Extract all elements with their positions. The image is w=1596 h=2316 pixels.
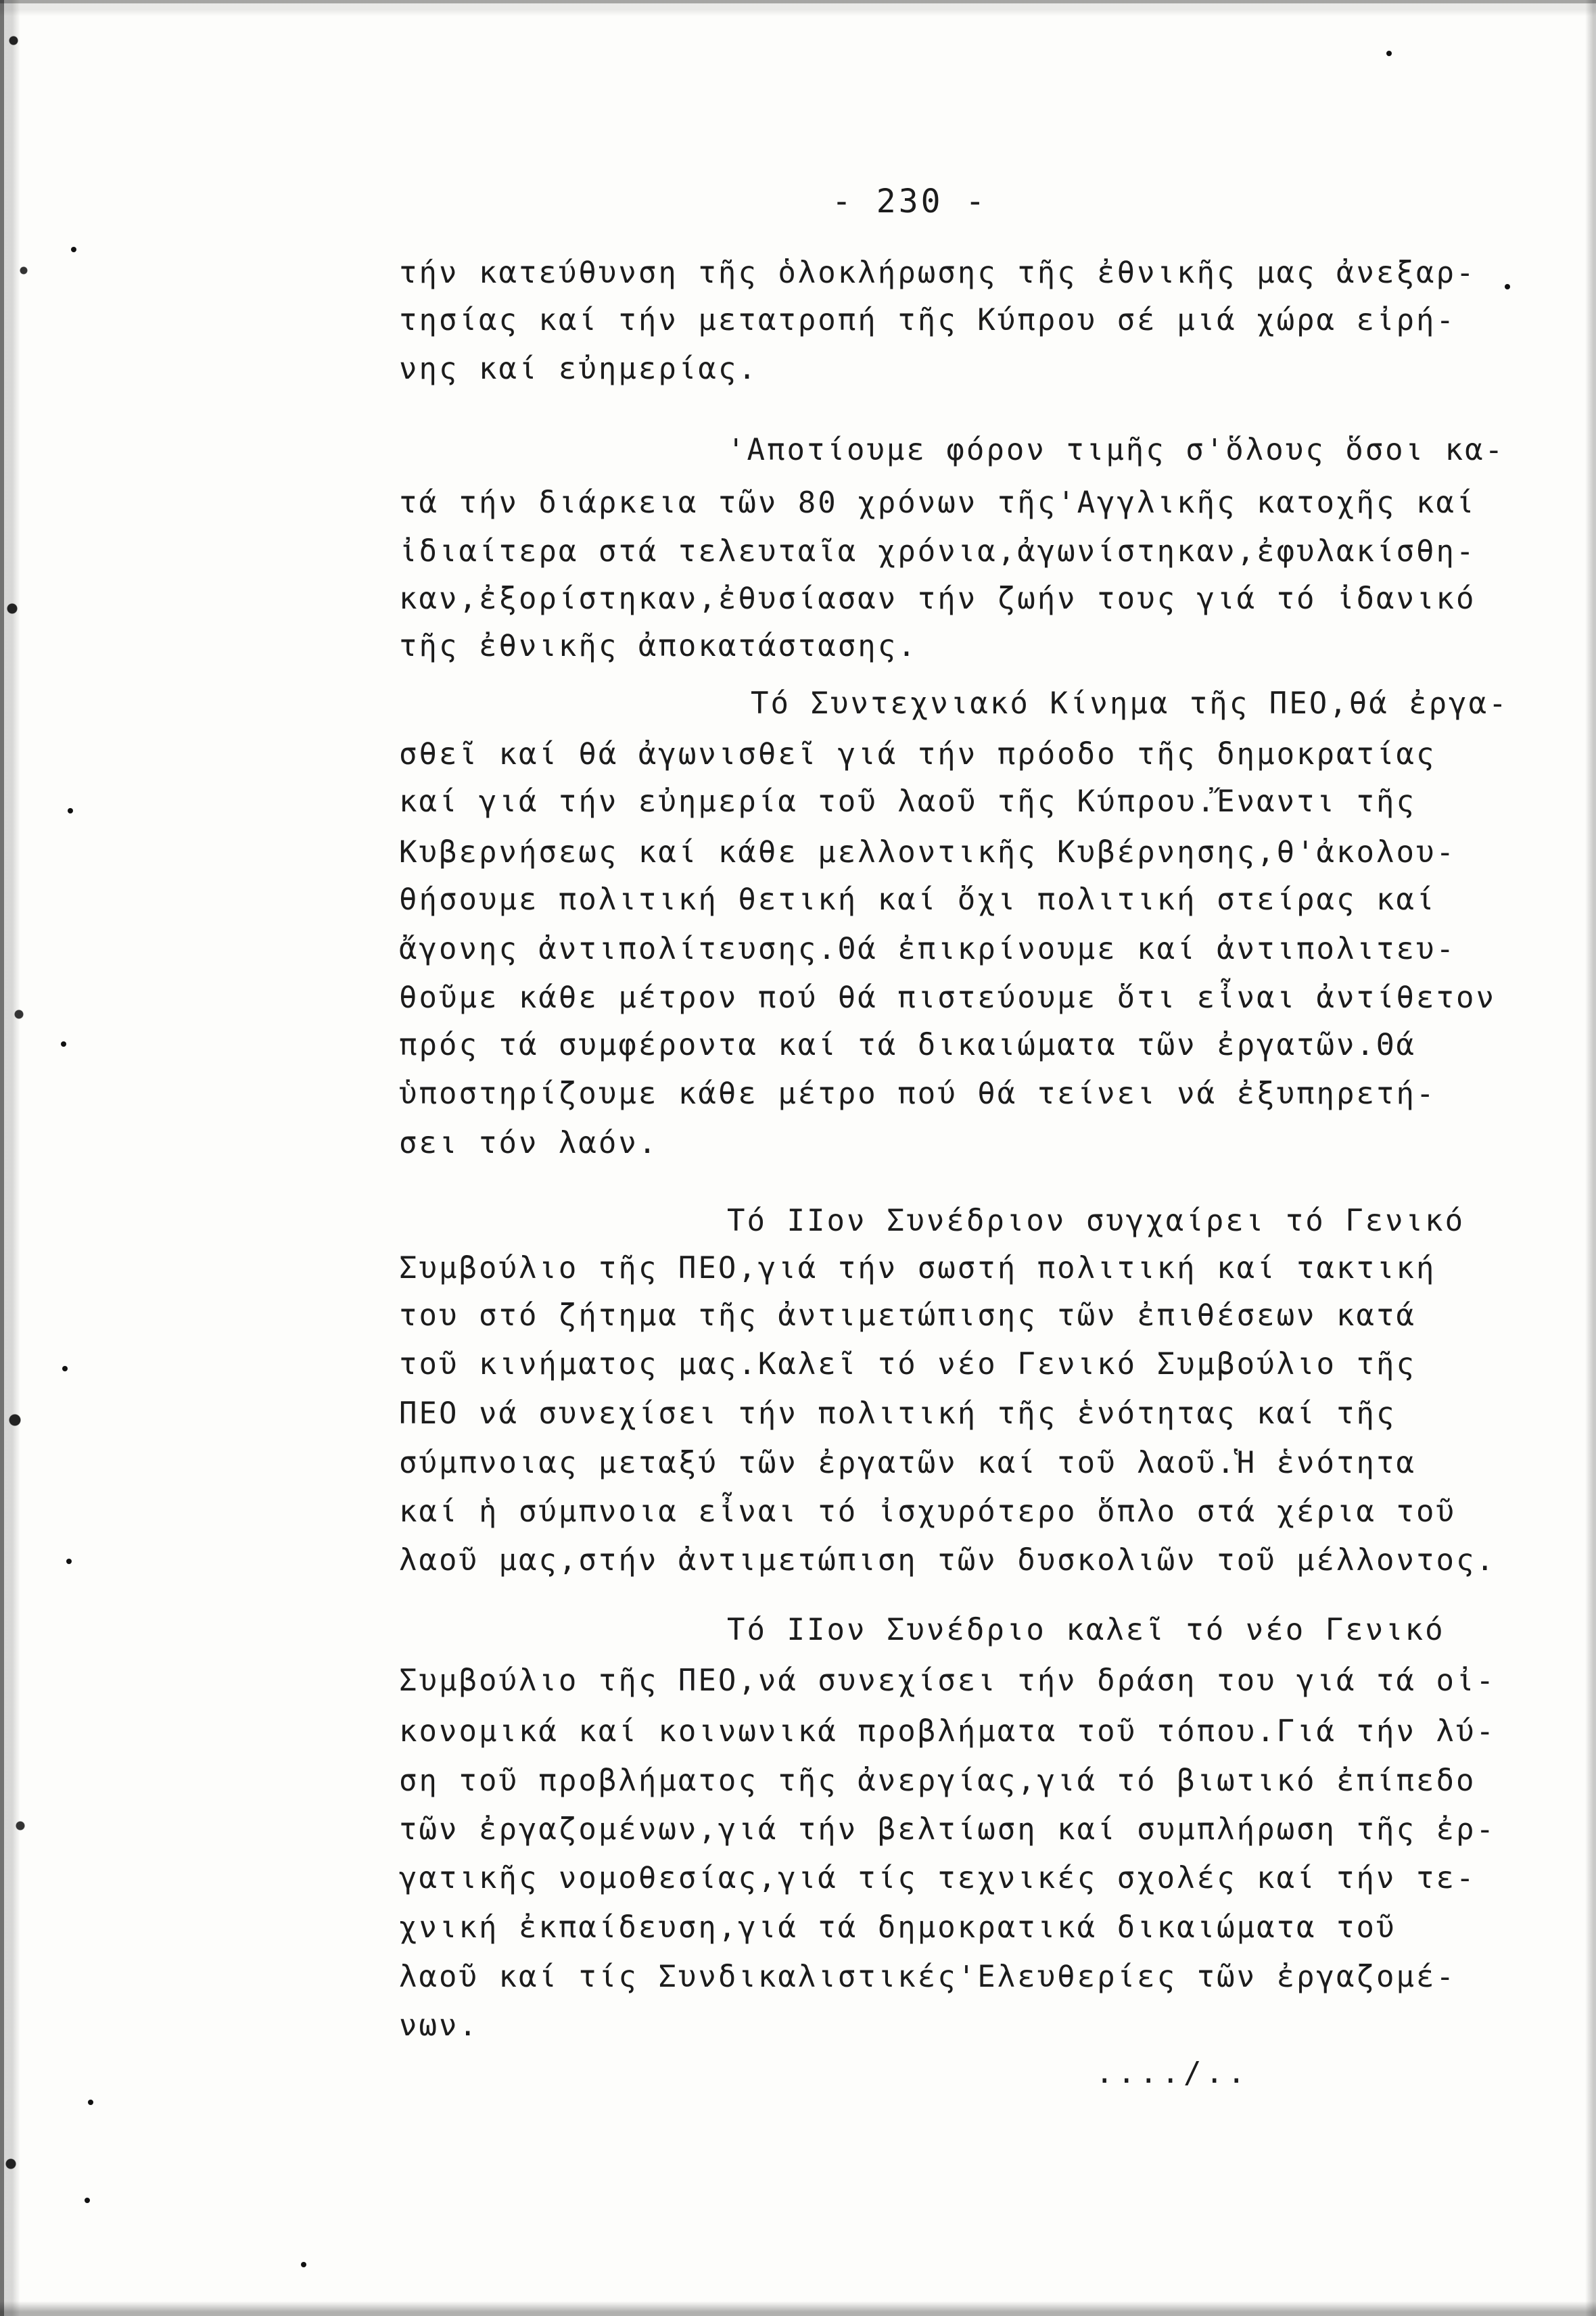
text-line: 'Αποτίουμε φόρον τιμῆς σ'ὅλους ὅσοι κα-	[727, 433, 1505, 467]
text-line: κονομικά καί κοινωνικά προβλήματα τοῦ τόπου.Γιά τήν λύ-	[399, 1714, 1496, 1749]
text-line: τήν κατεύθυνση τῆς ὁλοκλήρωσης τῆς ἐθνικῆς μας ἀνεξαρ-	[399, 256, 1476, 290]
text-line: νων.	[399, 2008, 479, 2043]
text-line: τοῦ κινήματος μας.Καλεῖ τό νέο Γενικό Συμβούλιο τῆς	[399, 1347, 1417, 1381]
scan-speck	[85, 2198, 90, 2203]
text-line: τησίας καί τήν μετατροπή τῆς Κύπρου σέ μιά χώρα εἰρή-	[399, 303, 1456, 337]
scan-speck	[66, 1559, 72, 1564]
scan-speck	[71, 247, 76, 252]
text-line: σύμπνοιας μεταξύ τῶν ἐργατῶν καί τοῦ λαοῦ.Ἡ ἑνότητα	[399, 1446, 1417, 1480]
text-line: ὑποστηρίζουμε κάθε μέτρο πού θά τείνει νά ἐξυπηρετή-	[399, 1077, 1436, 1111]
text-line: Συμβούλιο τῆς ΠΕΟ,γιά τήν σωστή πολιτική καί τακτική	[399, 1251, 1436, 1285]
text-line: ἰδιαίτερα στά τελευταῖα χρόνια,ἀγωνίστηκαν,ἐφυλακίσθη-	[399, 534, 1476, 569]
text-line: ΠΕΟ νά συνεχίσει τήν πολιτική τῆς ἑνότητας καί τῆς	[399, 1396, 1396, 1431]
text-line: θήσουμε πολιτική θετική καί ὄχι πολιτική στείρας καί	[399, 882, 1436, 917]
scan-edge-left	[0, 0, 47, 2316]
text-line: καί ἡ σύμπνοια εἶναι τό ἰσχυρότερο ὅπλο στά χέρια τοῦ	[399, 1494, 1456, 1529]
scan-speck	[61, 1041, 66, 1047]
scan-speck	[88, 2100, 93, 2105]
page-number: - 230 -	[832, 183, 988, 220]
text-line: σει τόν λαόν.	[399, 1126, 659, 1160]
scan-edge-bottom	[0, 2289, 1596, 2316]
text-line: θοῦμε κάθε μέτρον πού θά πιστεύουμε ὅτι εἶναι ἀντίθετον	[399, 980, 1496, 1015]
text-line: Τό ΙΙον Συνέδριο καλεῖ τό νέο Γενικό	[727, 1613, 1445, 1647]
text-line: σθεῖ καί θά ἀγωνισθεῖ γιά τήν πρόοδο τῆς δημοκρατίας	[399, 737, 1436, 772]
text-line: του στό ζήτημα τῆς ἀντιμετώπισης τῶν ἐπιθέσεων κατά	[399, 1298, 1417, 1333]
text-line: Τό Συντεχνιακό Κίνημα τῆς ΠΕΟ,θά ἐργα-	[751, 686, 1509, 721]
text-line: γατικῆς νομοθεσίας,γιά τίς τεχνικές σχολές καί τήν τε-	[399, 1861, 1476, 1895]
continuation-mark: ..../..	[1096, 2056, 1250, 2090]
text-line: χνική ἐκπαίδευση,γιά τά δημοκρατικά δικαιώματα τοῦ	[399, 1910, 1396, 1945]
text-line: καί γιά τήν εὐημερία τοῦ λαοῦ τῆς Κύπρου.Ἔναντι τῆς	[399, 784, 1417, 819]
scan-speck	[62, 1366, 68, 1371]
text-line: τῶν ἐργαζομένων,γιά τήν βελτίωση καί συμπλήρωση τῆς ἐρ-	[399, 1812, 1496, 1847]
scan-speck	[68, 808, 73, 813]
scan-edge-right	[1569, 0, 1596, 2316]
text-line: ἄγονης ἀντιπολίτευσης.Θά ἐπικρίνουμε καί ἀντιπολιτευ-	[399, 932, 1456, 966]
text-line: καν,ἐξορίστηκαν,ἐθυσίασαν τήν ζωήν τους γιά τό ἰδανικό	[399, 582, 1476, 616]
scan-speck	[1505, 284, 1510, 289]
text-line: Τό ΙΙον Συνέδριον συγχαίρει τό Γενικό	[727, 1204, 1465, 1238]
text-line: τῆς ἐθνικῆς ἀποκατάστασης.	[399, 629, 918, 663]
text-line: Κυβερνήσεως καί κάθε μελλοντικῆς Κυβέρνησης,θ'ἀκολου-	[399, 835, 1456, 870]
text-line: ση τοῦ προβλήματος τῆς ἀνεργίας,γιά τό βιωτικό ἐπίπεδο	[399, 1764, 1476, 1798]
text-line: λαοῦ μας,στήν ἀντιμετώπιση τῶν δυσκολιῶν τοῦ μέλλοντος.	[399, 1543, 1496, 1578]
text-line: πρός τά συμφέροντα καί τά δικαιώματα τῶν ἐργατῶν.Θά	[399, 1028, 1417, 1062]
text-line: Συμβούλιο τῆς ΠΕΟ,νά συνεχίσει τήν δράση του γιά τά οἰ-	[399, 1663, 1496, 1698]
scan-speck	[1386, 51, 1392, 56]
scan-edge-top	[0, 0, 1596, 27]
scan-speck	[301, 2262, 306, 2267]
text-line: τά τήν διάρκεια τῶν 80 χρόνων τῆς'Αγγλικῆς κατοχῆς καί	[399, 486, 1476, 520]
text-line: λαοῦ καί τίς Συνδικαλιστικές'Ελευθερίες τῶν ἐργαζομέ-	[399, 1960, 1456, 1994]
text-line: νης καί εὐημερίας.	[399, 352, 758, 386]
